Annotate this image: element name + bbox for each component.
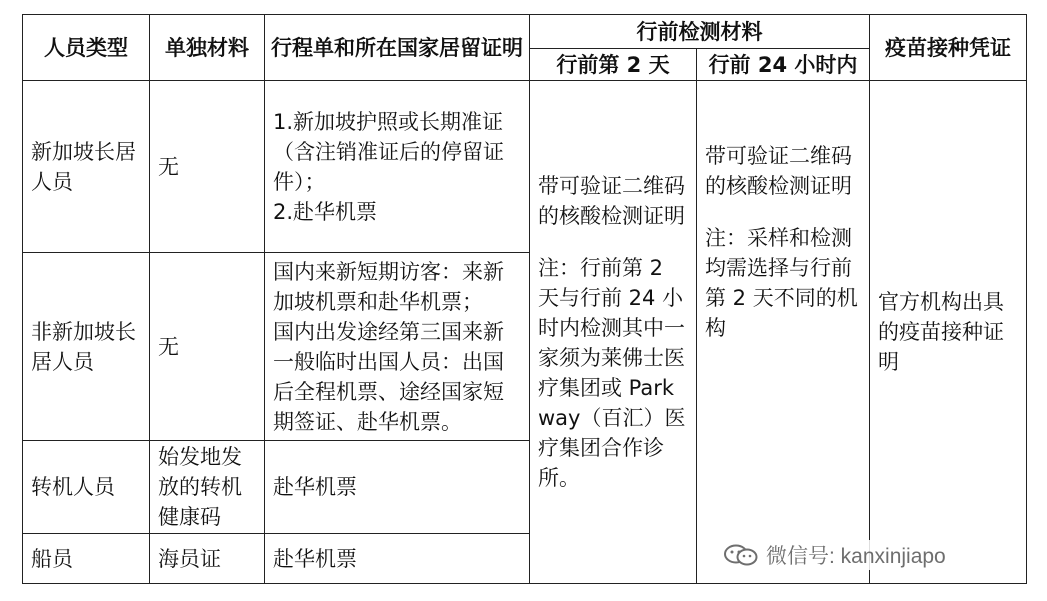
header-person-type: 人员类型 — [23, 15, 150, 81]
row-separate: 无 — [150, 253, 265, 441]
row-separate: 海员证 — [150, 534, 265, 584]
wechat-icon — [722, 543, 760, 567]
wechat-watermark — [718, 540, 950, 570]
header-24h: 行前 24 小时内 — [697, 49, 870, 81]
row-itinerary: 国内来新短期访客：来新加坡机票和赴华机票； 国内出发途经第三国来新一般临时出国人员：出国后全程机票、途经国家短期签证、赴华机票。 — [265, 253, 530, 441]
day2-note-text: 注：行前第 2 天与行前 24 小时内检测其中一家须为莱佛士医疗集团或 Parkway（百汇）医疗集团合作诊所。 — [538, 256, 686, 490]
h24-note-text: 注：采样和检测均需选择与行前第 2 天不同的机构 — [705, 226, 858, 340]
h24-merged-cell — [697, 81, 870, 584]
row-separate: 无 — [150, 81, 265, 253]
row-itinerary: 赴华机票 — [265, 534, 530, 584]
row-type: 转机人员 — [23, 441, 150, 534]
watermark-text: 微信号: kanxinjiapo — [766, 545, 946, 568]
header-day2: 行前第 2 天 — [530, 49, 697, 81]
h24-main-text: 带可验证二维码的核酸检测证明 — [705, 144, 852, 198]
header-vaccine: 疫苗接种凭证 — [870, 15, 1027, 81]
row-type: 非新加坡长居人员 — [23, 253, 150, 441]
requirements-table — [22, 14, 1027, 584]
row-itinerary: 赴华机票 — [265, 441, 530, 534]
row-type: 船员 — [23, 534, 150, 584]
header-itinerary: 行程单和所在国家居留证明 — [265, 15, 530, 81]
row-separate: 始发地发放的转机健康码 — [150, 441, 265, 534]
row-itinerary: 1.新加坡护照或长期准证（含注销准证后的停留证件）； 2.赴华机票 — [265, 81, 530, 253]
vaccine-merged-cell: 官方机构出具的疫苗接种证明 — [870, 81, 1027, 584]
table-row — [23, 81, 1027, 253]
day2-main-text: 带可验证二维码的核酸检测证明 — [538, 174, 685, 228]
header-separate-material: 单独材料 — [150, 15, 265, 81]
row-type: 新加坡长居人员 — [23, 81, 150, 253]
header-row-1 — [23, 15, 1027, 49]
header-predeparture-test: 行前检测材料 — [530, 15, 870, 49]
day2-merged-cell — [530, 81, 697, 584]
